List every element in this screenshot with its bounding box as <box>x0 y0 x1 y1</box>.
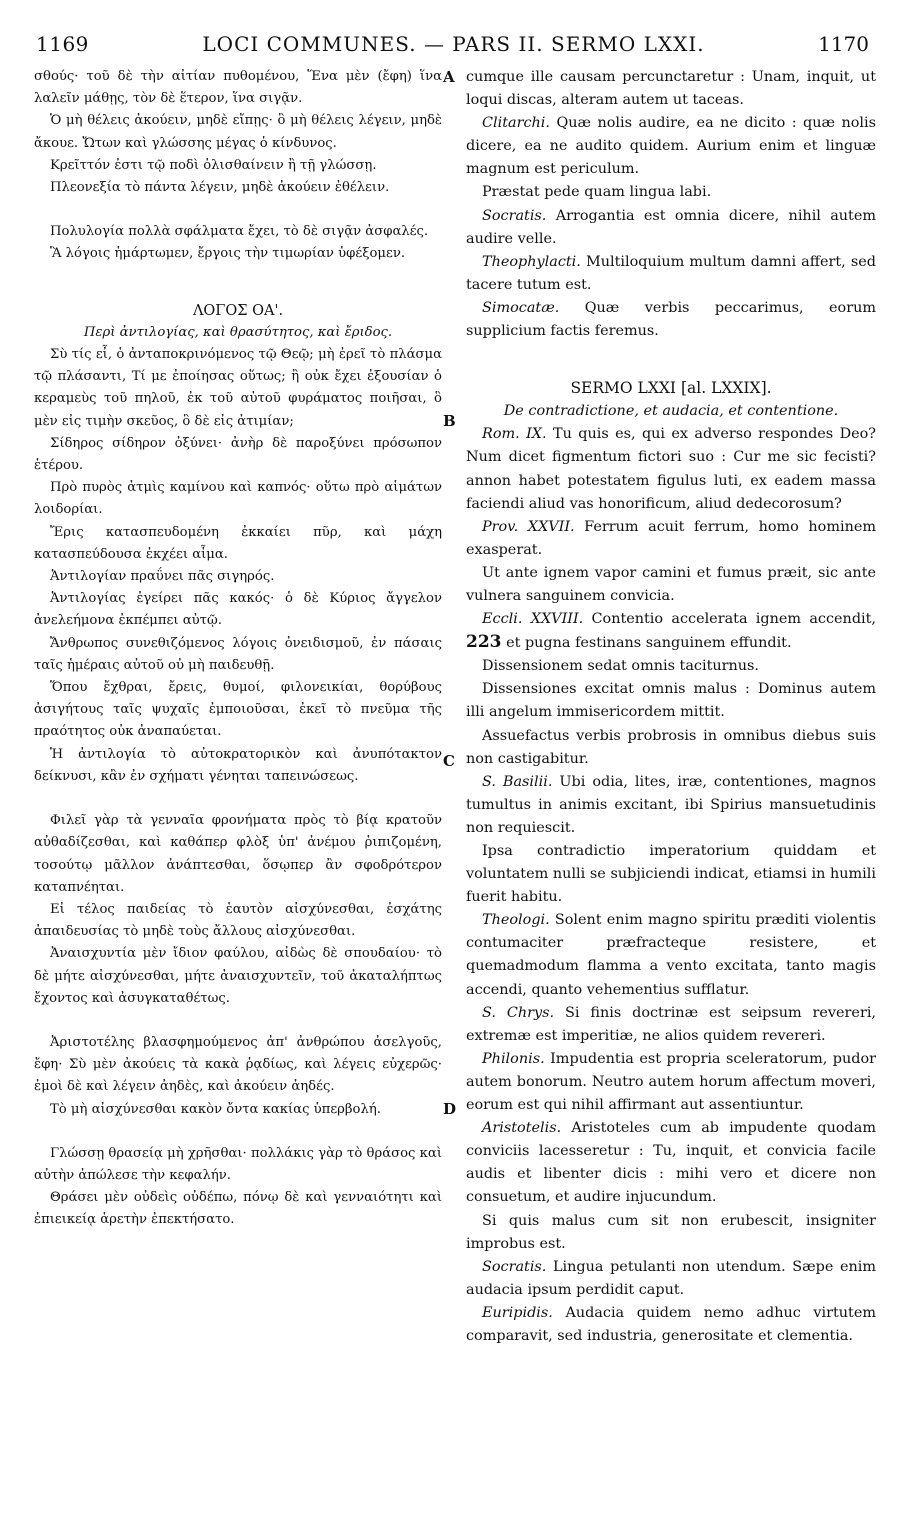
source-attribution: Aristotelis. <box>482 1120 562 1137</box>
latin-text: Quæ nolis audire, ea ne dicito : quæ nolis dicere, ea ne audito quidem. Aurium enim et linguæ magnum est periculum. <box>466 115 877 178</box>
greek-paragraph: Θράσει μὲν οὐδεὶς οὐδέπω, πόνῳ δὲ καὶ γενναιότητι καὶ ἐπιεικείᾳ ἀρετὴν ἐπεκτήσατο. <box>34 1190 442 1228</box>
margin-letter-b: B <box>443 412 456 430</box>
source-attribution: Theophylacti. <box>482 253 581 270</box>
latin-text: Impudentia est propria sceleratorum, pudor autem bonorum. Neutro autem horum affectum moveri, eorum est qui nihil affirmant aut assentiuntur. <box>466 1050 876 1114</box>
latin-text: Lingua petulanti non utendum. Sæpe enim audacia ipsum perdidit caput. <box>466 1258 876 1298</box>
source-attribution: Philonis. <box>482 1050 545 1067</box>
source-attribution: S. Basilii. <box>482 773 553 790</box>
greek-section-subheading: Περὶ ἀντιλογίας, καὶ θρασύτητος, καὶ ἔριδος. <box>83 324 393 340</box>
greek-section-heading: ΛΟΓΟΣ ΟΑ'. <box>192 302 284 319</box>
latin-text: et pugna festinans sanguinem effundit. <box>506 635 792 652</box>
greek-paragraph: Σὺ τίς εἶ, ὁ ἀνταποκρινόμενος τῷ Θεῷ; μὴ ἐρεῖ τὸ πλάσμα τῷ πλάσαντι, Τί με ἐποίησας οὕτως; ἢ οὐκ ἔχει ἐξουσίαν ὁ κεραμεὺς τοῦ πηλοῦ, ἐκ τοῦ αὐτοῦ φυράματος ποιῆσαι, ὃ μὲν εἰς τιμὴν σκεῦος, ὃ δὲ εἰς ἀτιμίαν; <box>34 347 442 429</box>
greek-paragraph: Πλεονεξία τὸ πάντα λέγειν, μηδὲ ἀκούειν ἐθέλειν. <box>50 180 390 196</box>
greek-paragraph: Φιλεῖ γὰρ τὰ γενναῖα φρονήματα πρὸς τὸ βίᾳ κρατοῦν αὐθαδίζεσθαι, καὶ καθάπερ φλὸξ ὑπ' ἀνέμου ῥιπιζομένη, τοσούτῳ μᾶλλον ἀνάπτεσθαι, ὅσῳπερ ἂν σφοδρότερον καταπνέηται. <box>34 813 442 895</box>
latin-text: Contentio accelerata ignem accendit, <box>591 611 877 628</box>
latin-text: Multiloquium multum damni affert, sed tacere tutum est. <box>466 253 876 293</box>
latin-paragraph <box>466 1117 876 1209</box>
greek-paragraph: Τὸ μὴ αἰσχύνεσθαι κακὸν ὄντα κακίας ὑπερβολή. <box>50 1101 381 1117</box>
greek-column <box>34 66 442 1530</box>
latin-paragraph <box>466 112 876 181</box>
latin-paragraph <box>466 1302 876 1348</box>
latin-paragraph: cumque ille causam percunctaretur : Unam, inquit, ut loqui discas, alteram autem ut taceas. <box>466 69 876 109</box>
latin-text: Ubi odia, lites, iræ, contentiones, magnos tumultus in animis excitant, ibi Spirius mansuetudinis non requiescit. <box>466 773 876 836</box>
latin-text: Aristoteles cum ab impudente quodam conviciis lacesseretur : Tu, inquit, et convicia facile audis et libenter dicis : mihi vero et dicere non consuetum, et audire injucundum. <box>466 1120 876 1206</box>
latin-paragraph <box>466 297 876 343</box>
latin-text: Tu quis es, qui ex adverso respondes Deo? Num dicet figmentum fictori suo : Cur me sic fecisti? annon habet potestatem figulus luti, ex eadem massa faciendi aliud vas honorificum, aliud dedecorosum? <box>466 426 876 512</box>
margin-letter-c: C <box>443 752 455 770</box>
source-attribution: S. Chrys. <box>482 1004 555 1021</box>
source-attribution: Rom. IX. <box>482 426 547 443</box>
latin-section-heading: SERMO LXXI [al. LXXIX]. <box>570 379 772 398</box>
latin-column <box>466 66 876 1530</box>
latin-paragraph <box>466 909 876 1001</box>
latin-paragraph: Ipsa contradictio imperatorium quiddam et voluntatem nulli se subjiciendi indicat, etiamsi in humili fuerit habitu. <box>466 843 876 906</box>
latin-text: Audacia quidem nemo adhuc virtutem comparavit, sed industria, generositate et clementia. <box>466 1304 876 1344</box>
latin-text: Arrogantia est omnia dicere, nihil autem audire velle. <box>466 207 877 247</box>
greek-paragraph: Γλώσσῃ θρασείᾳ μὴ χρῆσθαι· πολλάκις γὰρ τὸ θράσος καὶ αὐτὴν ἀπώλεσε τὴν κεφαλήν. <box>34 1145 442 1183</box>
greek-paragraph: Κρεῖττόν ἐστι τῷ ποδὶ ὀλισθαίνειν ἢ τῇ γλώσσῃ. <box>50 157 377 173</box>
greek-paragraph: σθούς· τοῦ δὲ τὴν αἰτίαν πυθομένου, Ἕνα μὲν (ἔφη) ἵνα λαλεῖν μάθῃς, τὸν δὲ ἕτερον, ἵνα σιγᾷν. <box>34 69 442 107</box>
greek-paragraph: Εἰ τέλος παιδείας τὸ ἑαυτὸν αἰσχύνεσθαι, ἐσχάτης ἀπαιδευσίας τὸ μηδὲ τοὺς ἄλλους αἰσχύνεσθαι. <box>34 901 442 940</box>
latin-paragraph <box>466 205 876 251</box>
latin-section-subheading: De contradictione, et audacia, et contentione. <box>503 403 839 420</box>
latin-paragraph <box>466 1048 876 1117</box>
source-attribution: Simocatæ. <box>482 299 560 316</box>
greek-paragraph: Ἔρις κατασπευδομένη ἐκκαίει πῦρ, καὶ μάχη κατασπεύδουσα ἐκχέει αἷμα. <box>34 524 442 562</box>
greek-paragraph: Ἀριστοτέλης βλασφημούμενος ἀπ' ἀνθρώπου ἀσελγοῦς, ἔφη· Σὺ μὲν ἀκούεις τὰ κακὰ ῥᾳδίως, καὶ λέγεις εὐχερῶς· ἐμοὶ δὲ καὶ λέγειν ἀηδὲς, καὶ ἀκούειν ἀηδές. <box>34 1034 442 1095</box>
greek-paragraph: Σίδηρος σίδηρον ὀξύνει· ἀνὴρ δὲ παροξύνει πρόσωπον ἑτέρου. <box>34 435 442 474</box>
greek-paragraph: Πολυλογία πολλὰ σφάλματα ἔχει, τὸ δὲ σιγᾷν ἀσφαλές. <box>50 224 429 240</box>
latin-text: Si finis doctrinæ est seipsum revereri, extremæ est imperitiæ, ne alios quidem revereri. <box>466 1004 876 1044</box>
latin-paragraph <box>466 1002 876 1048</box>
section-spacer <box>34 266 442 300</box>
margin-letter-d: D <box>443 1100 457 1118</box>
greek-paragraph: Ὁ μὴ θέλεις ἀκούειν, μηδὲ εἴπῃς· ὃ μὴ θέλεις λέγειν, μηδὲ ἄκουε. Ὤτων καὶ γλώσσης μέγας ὁ κίνδυνος. <box>34 113 442 151</box>
source-attribution: Prov. XXVII. <box>482 518 575 535</box>
source-attribution: Clitarchi. <box>482 115 550 132</box>
column-number: 223 <box>466 632 502 653</box>
latin-paragraph <box>466 251 876 297</box>
greek-paragraph: Ἄνθρωπος συνεθιζόμενος λόγοις ὀνειδισμοῦ, ἐν πάσαις ταῖς ἡμέραις αὐτοῦ οὐ μὴ παιδευθῇ. <box>34 635 442 673</box>
source-attribution: Euripidis. <box>482 1304 553 1321</box>
greek-paragraph: Ἃ λόγοις ἡμάρτωμεν, ἔργοις τὴν τιμωρίαν ὑφέξομεν. <box>50 246 406 262</box>
greek-paragraph: Ὅπου ἔχθραι, ἔρεις, θυμοί, φιλονεικίαι, θορύβους ἀσιγήτους ταῖς ψυχαῖς ἐμποιοῦσαι, ἐκεῖ τὸ πνεῦμα τῆς πραότητος οὐκ ἀναπαύεται. <box>34 680 442 740</box>
greek-paragraph: Ἀντιλογίαν πραΰνει πᾶς σιγηρός. <box>50 569 275 585</box>
running-title: LOCI COMMUNES. — PARS II. SERMO LXXI. <box>202 32 705 56</box>
latin-text: Solent enim magno spiritu præditi violentis contumaciter præfracteque resistere, et quemadmodum flamma a vento excitata, tanto magis accendi, quanto vehementius sufflatur. <box>466 912 876 998</box>
source-attribution: Socratis. <box>482 207 547 224</box>
source-attribution: Eccli. XXVIII. <box>482 611 584 628</box>
greek-paragraph: Πρὸ πυρὸς ἀτμὶς καμίνου καὶ καπνός· οὕτω πρὸ αἱμάτων λοιδορίαι. <box>34 480 442 518</box>
margin-letter-a: A <box>443 68 455 86</box>
greek-paragraph: Ἀντιλογίας ἐγείρει πᾶς κακός· ὁ δὲ Κύριος ἄγγελον ἀνελεήμονα ἐκπέμπει αὐτῷ. <box>34 591 442 629</box>
latin-text: Quæ verbis peccarimus, eorum supplicium factis feremus. <box>466 299 877 340</box>
source-attribution: Theologi. <box>482 912 550 929</box>
latin-paragraph: Ut ante ignem vapor camini et fumus præit, sic ante vulnera sanguinem convicia. <box>466 564 876 604</box>
latin-paragraph: Dissensiones excitat omnis malus : Dominus autem illi angelum immisericordem mittit. <box>466 681 876 721</box>
latin-paragraph: Præstat pede quam lingua labi. <box>482 184 712 201</box>
section-spacer <box>466 343 876 377</box>
page-number-left: 1169 <box>36 32 89 56</box>
latin-paragraph: Assuefactus verbis probrosis in omnibus diebus suis non castigabitur. <box>466 727 876 767</box>
latin-paragraph <box>466 1256 876 1302</box>
greek-paragraph: Ἡ ἀντιλογία τὸ αὐτοκρατορικὸν καὶ ἀνυπότακτον δείκνυσι, κἂν ἐν σχήματι γένηται ταπεινώσεως. <box>34 746 442 784</box>
page-number-right: 1170 <box>818 32 869 56</box>
latin-paragraph: Dissensionem sedat omnis taciturnus. <box>482 658 759 675</box>
latin-paragraph <box>466 423 876 515</box>
latin-text: Ferrum acuit ferrum, homo hominem exasperat. <box>466 518 877 558</box>
latin-paragraph: Si quis malus cum sit non erubescit, insigniter improbus est. <box>466 1212 876 1252</box>
latin-paragraph <box>466 771 876 840</box>
latin-paragraph <box>466 608 876 655</box>
page-header <box>0 32 907 62</box>
latin-paragraph <box>466 516 876 562</box>
greek-paragraph: Ἀναισχυντία μὲν ἴδιον φαύλου, αἰδὼς δὲ σπουδαίου· τὸ δὲ μήτε αἰσχύνεσθαι, μήτε ἀναισχυντεῖν, τοῦ ἀκαταλήπτως ἔχοντος καὶ ἀσυγκαταθέτως. <box>34 946 442 1006</box>
source-attribution: Socratis. <box>482 1258 547 1275</box>
